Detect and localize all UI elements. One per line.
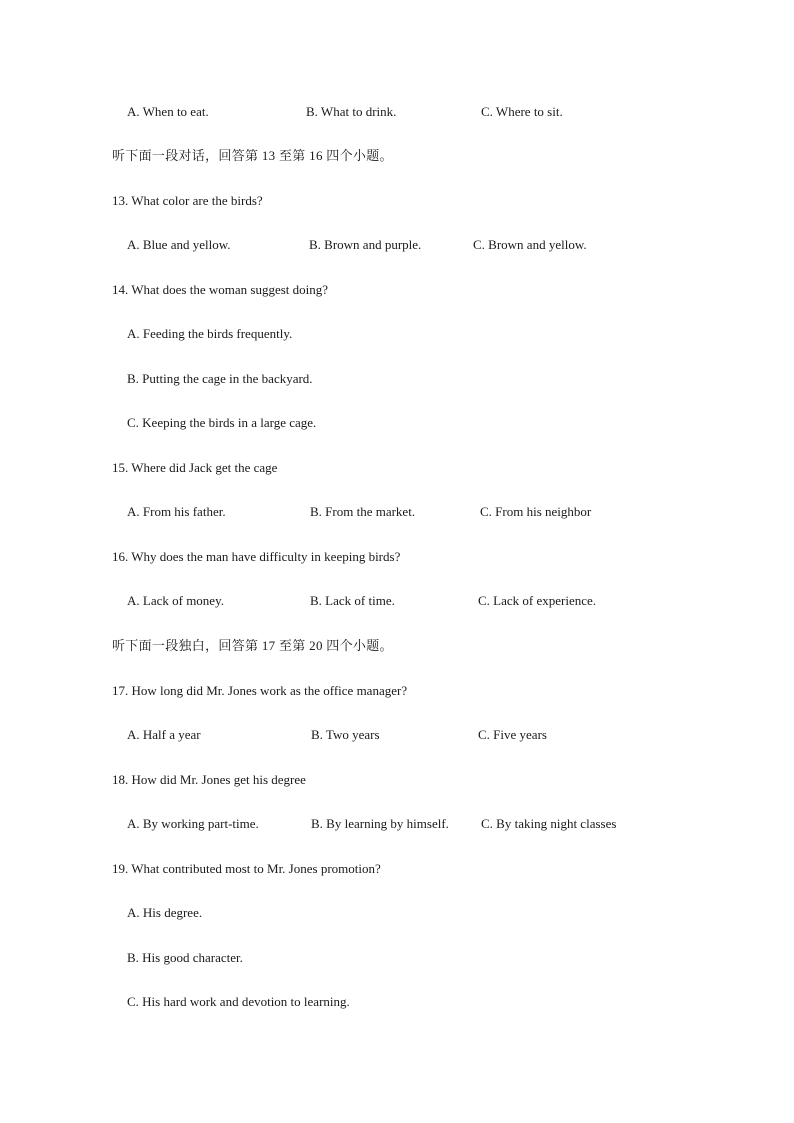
q12-option-c: C. Where to sit. [481, 104, 563, 119]
q19-question: 19. What contributed most to Mr. Jones promotion? [112, 861, 381, 876]
q15-option-c: C. From his neighbor [480, 504, 592, 519]
q17-question: 17. How long did Mr. Jones work as the office manager? [112, 683, 408, 698]
q15-question: 15. Where did Jack get the cage [112, 460, 278, 475]
q19-option-b: B. His good character. [127, 950, 243, 965]
q16-option-c: C. Lack of experience. [478, 593, 597, 608]
q13-option-b: B. Brown and purple. [309, 237, 422, 252]
q13-option-c: C. Brown and yellow. [473, 237, 587, 252]
q14-option-a: A. Feeding the birds frequently. [127, 326, 293, 341]
q18-question: 18. How did Mr. Jones get his degree [112, 772, 306, 787]
q12-option-b: B. What to drink. [306, 104, 397, 119]
q15-option-a: A. From his father. [127, 504, 226, 519]
q16-option-a: A. Lack of money. [127, 593, 224, 608]
q13-question: 13. What color are the birds? [112, 193, 263, 208]
q12-option-a: A. When to eat. [127, 104, 209, 119]
section-heading-13-16: 听下面一段对话，回答第 13 至第 16 四个小题。 [112, 148, 393, 163]
q17-option-b: B. Two years [311, 727, 380, 742]
q13-option-a: A. Blue and yellow. [127, 237, 231, 252]
q18-option-a: A. By working part-time. [127, 816, 259, 831]
q15-option-b: B. From the market. [310, 504, 416, 519]
q16-question: 16. Why does the man have difficulty in keeping birds? [112, 549, 401, 564]
q16-option-b: B. Lack of time. [310, 593, 395, 608]
q18-option-b: B. By learning by himself. [311, 816, 449, 831]
q19-option-c: C. His hard work and devotion to learning. [127, 994, 350, 1009]
q19-option-a: A. His degree. [127, 905, 203, 920]
q14-option-c: C. Keeping the birds in a large cage. [127, 415, 317, 430]
q17-option-a: A. Half a year [127, 727, 201, 742]
section-heading-17-20: 听下面一段独白，回答第 17 至第 20 四个小题。 [112, 638, 393, 653]
q14-question: 14. What does the woman suggest doing? [112, 282, 329, 297]
q14-option-b: B. Putting the cage in the backyard. [127, 371, 313, 386]
q17-option-c: C. Five years [478, 727, 547, 742]
q18-option-c: C. By taking night classes [481, 816, 617, 831]
